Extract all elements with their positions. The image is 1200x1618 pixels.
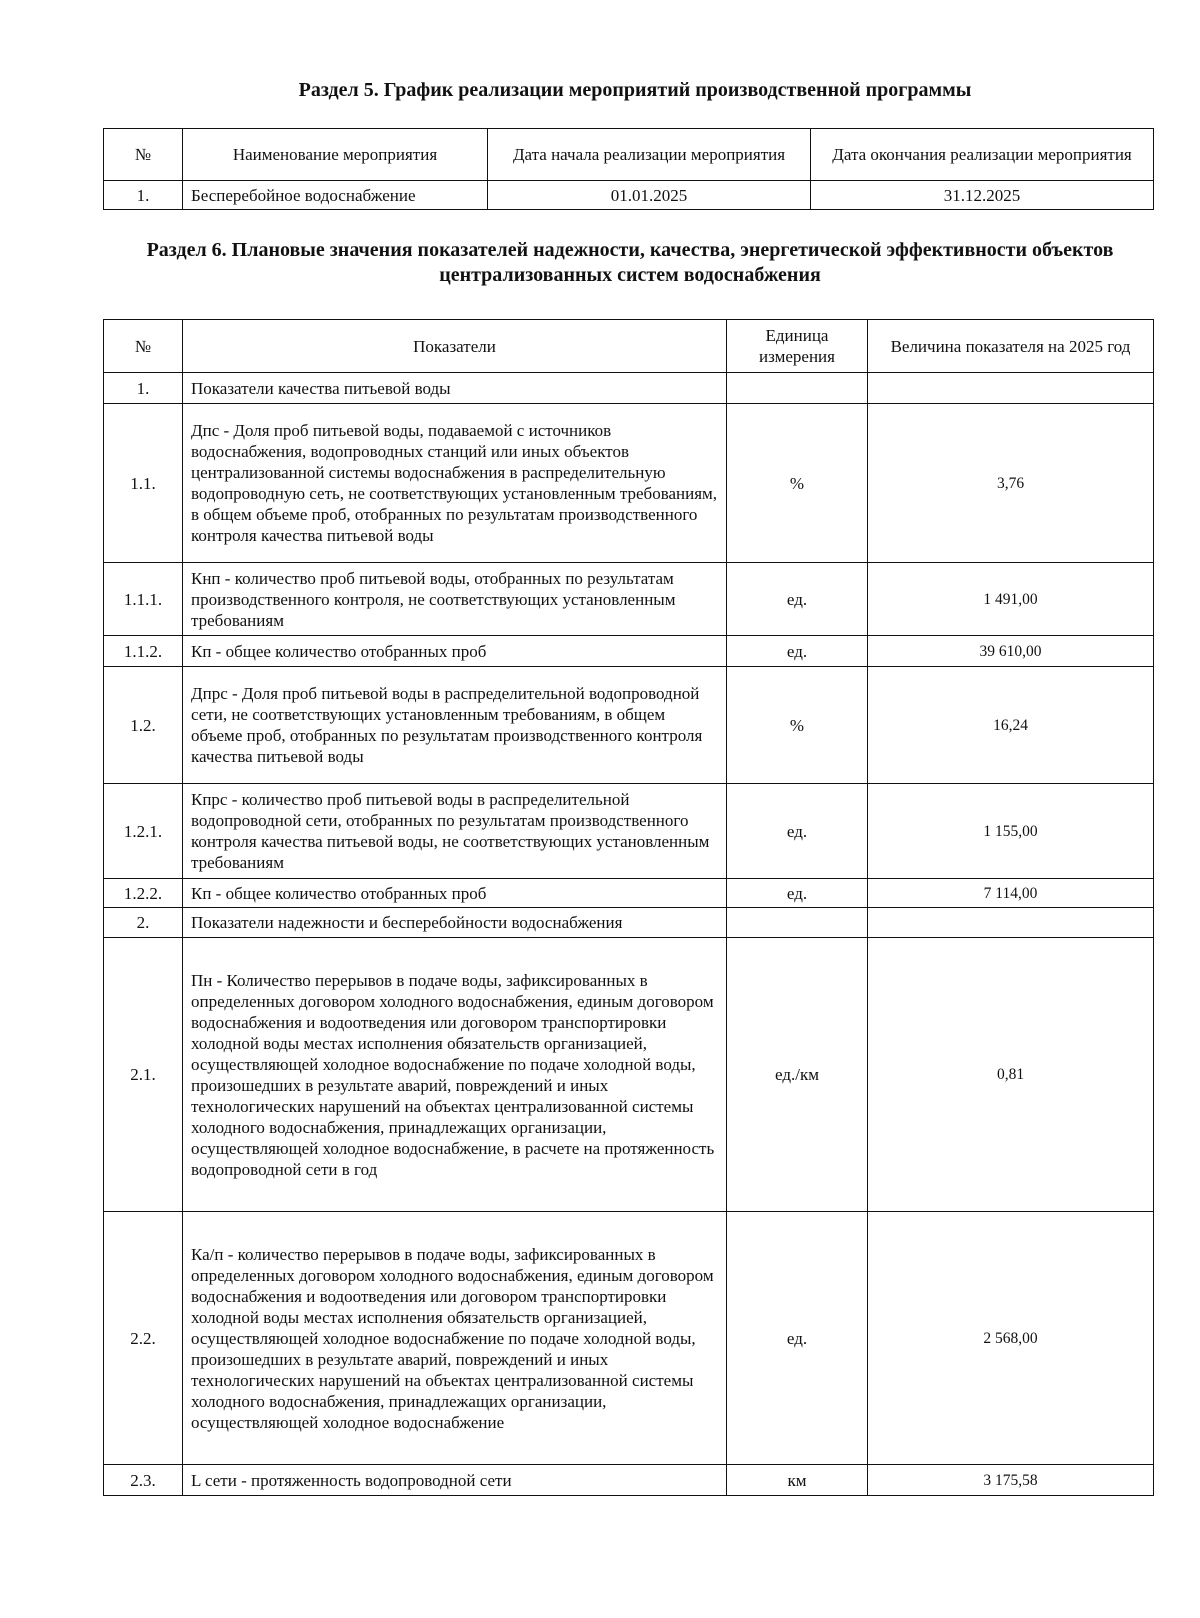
row-unit: ед.	[727, 636, 868, 667]
header-value: Величина показателя на 2025 год	[868, 320, 1154, 373]
row-num: 2.1.	[104, 938, 183, 1212]
table-row	[104, 563, 1154, 636]
row-value: 3 175,58	[868, 1465, 1154, 1496]
row-indicator: Пн - Количество перерывов в подаче воды, зафиксированных в определенных договором холодного водоснабжения, единым договором водоснабжения и водоотведения или договором транспортировки холодной воды местах исполнения обязательств организацией, осуществляющей холодное водоснабжение по подаче холодной воды, произошедших в результате аварий, повреждений и иных технологических нарушений на объектах централизованной системы холодного водоснабжения, принадлежащих организации, осуществляющей холодное водоснабжение, в расчете на протяженность водопроводной сети в год	[183, 938, 727, 1212]
row-num: 1.	[104, 373, 183, 404]
row-num: 2.2.	[104, 1212, 183, 1465]
row-indicator: Дпрс - Доля проб питьевой воды в распределительной водопроводной сети, не соответствующих установленным требованиям, в общем объеме проб, отобранных по результатам производственного контроля качества питьевой воды	[183, 667, 727, 784]
header-unit: Единица измерения	[727, 320, 868, 373]
table-row	[104, 1212, 1154, 1465]
table-row	[104, 908, 1154, 938]
header-indicator: Показатели	[183, 320, 727, 373]
row-indicator: Показатели надежности и бесперебойности водоснабжения	[183, 908, 727, 938]
row-num: 1.1.	[104, 404, 183, 563]
row-num: 2.	[104, 908, 183, 938]
table-row	[104, 404, 1154, 563]
row-value: 39 610,00	[868, 636, 1154, 667]
header-num: №	[104, 320, 183, 373]
row-value: 0,81	[868, 938, 1154, 1212]
row-unit	[727, 373, 868, 404]
row-indicator: Ка/п - количество перерывов в подаче воды, зафиксированных в определенных договором холодного водоснабжения, единым договором водоснабжения и водоотведения или договором транспортировки холодной воды местах исполнения обязательств организацией, осуществляющей холодное водоснабжение по подаче холодной воды, произошедших в результате аварий, повреждений и иных технологических нарушений на объектах централизованной системы холодного водоснабжения, принадлежащих организации, осуществляющей холодное водоснабжение	[183, 1212, 727, 1465]
table-row	[104, 784, 1154, 879]
schedule-table	[103, 128, 1154, 210]
row-unit: км	[727, 1465, 868, 1496]
row-unit: ед./км	[727, 938, 868, 1212]
row-indicator: Кнп - количество проб питьевой воды, отобранных по результатам производственного контроля, не соответствующих установленным требованиям	[183, 563, 727, 636]
header-end-date: Дата окончания реализации мероприятия	[811, 129, 1154, 181]
row-unit: ед.	[727, 1212, 868, 1465]
row-start-date: 01.01.2025	[488, 181, 811, 210]
row-unit: %	[727, 404, 868, 563]
row-indicator: Кп - общее количество отобранных проб	[183, 636, 727, 667]
table-row	[104, 879, 1154, 908]
row-num: 1.2.1.	[104, 784, 183, 879]
row-unit: %	[727, 667, 868, 784]
table-row	[104, 938, 1154, 1212]
row-unit: ед.	[727, 784, 868, 879]
row-unit: ед.	[727, 563, 868, 636]
table-row	[104, 373, 1154, 404]
row-value: 1 491,00	[868, 563, 1154, 636]
table-row	[104, 636, 1154, 667]
table-row	[104, 1465, 1154, 1496]
row-num: 2.3.	[104, 1465, 183, 1496]
row-name: Бесперебойное водоснабжение	[183, 181, 488, 210]
row-indicator: Показатели качества питьевой воды	[183, 373, 727, 404]
indicators-header-row	[104, 320, 1154, 373]
header-name: Наименование мероприятия	[183, 129, 488, 181]
row-num: 1.1.2.	[104, 636, 183, 667]
row-unit: ед.	[727, 879, 868, 908]
row-value	[868, 908, 1154, 938]
table-row	[104, 667, 1154, 784]
row-value: 2 568,00	[868, 1212, 1154, 1465]
section-6-title: Раздел 6. Плановые значения показателей надежности, качества, энергетической эффективности объектов централизованных систем водоснабжения	[146, 239, 1114, 286]
row-value: 7 114,00	[868, 879, 1154, 908]
row-num: 1.2.2.	[104, 879, 183, 908]
indicators-table	[103, 319, 1154, 1496]
row-indicator: Кпрс - количество проб питьевой воды в распределительной водопроводной сети, отобранных по результатам производственного контроля качества питьевой воды, не соответствующих установленным требованиям	[183, 784, 727, 879]
row-indicator: Дпс - Доля проб питьевой воды, подаваемой с источников водоснабжения, водопроводных станций или иных объектов централизованной системы водоснабжения в распределительную водопроводную сеть, не соответствующих установленным требованиям, в общем объеме проб, отобранных по результатам производственного контроля качества питьевой воды	[183, 404, 727, 563]
header-num: №	[104, 129, 183, 181]
row-value	[868, 373, 1154, 404]
row-indicator: L сети - протяженность водопроводной сети	[183, 1465, 727, 1496]
row-num: 1.2.	[104, 667, 183, 784]
row-indicator: Кп - общее количество отобранных проб	[183, 879, 727, 908]
row-unit	[727, 908, 868, 938]
section-5-title: Раздел 5. График реализации мероприятий производственной программы	[298, 79, 972, 101]
row-value: 3,76	[868, 404, 1154, 563]
row-num: 1.	[104, 181, 183, 210]
header-start-date: Дата начала реализации мероприятия	[488, 129, 811, 181]
table-row	[104, 181, 1154, 210]
row-value: 1 155,00	[868, 784, 1154, 879]
row-value: 16,24	[868, 667, 1154, 784]
row-end-date: 31.12.2025	[811, 181, 1154, 210]
schedule-header-row	[104, 129, 1154, 181]
row-num: 1.1.1.	[104, 563, 183, 636]
